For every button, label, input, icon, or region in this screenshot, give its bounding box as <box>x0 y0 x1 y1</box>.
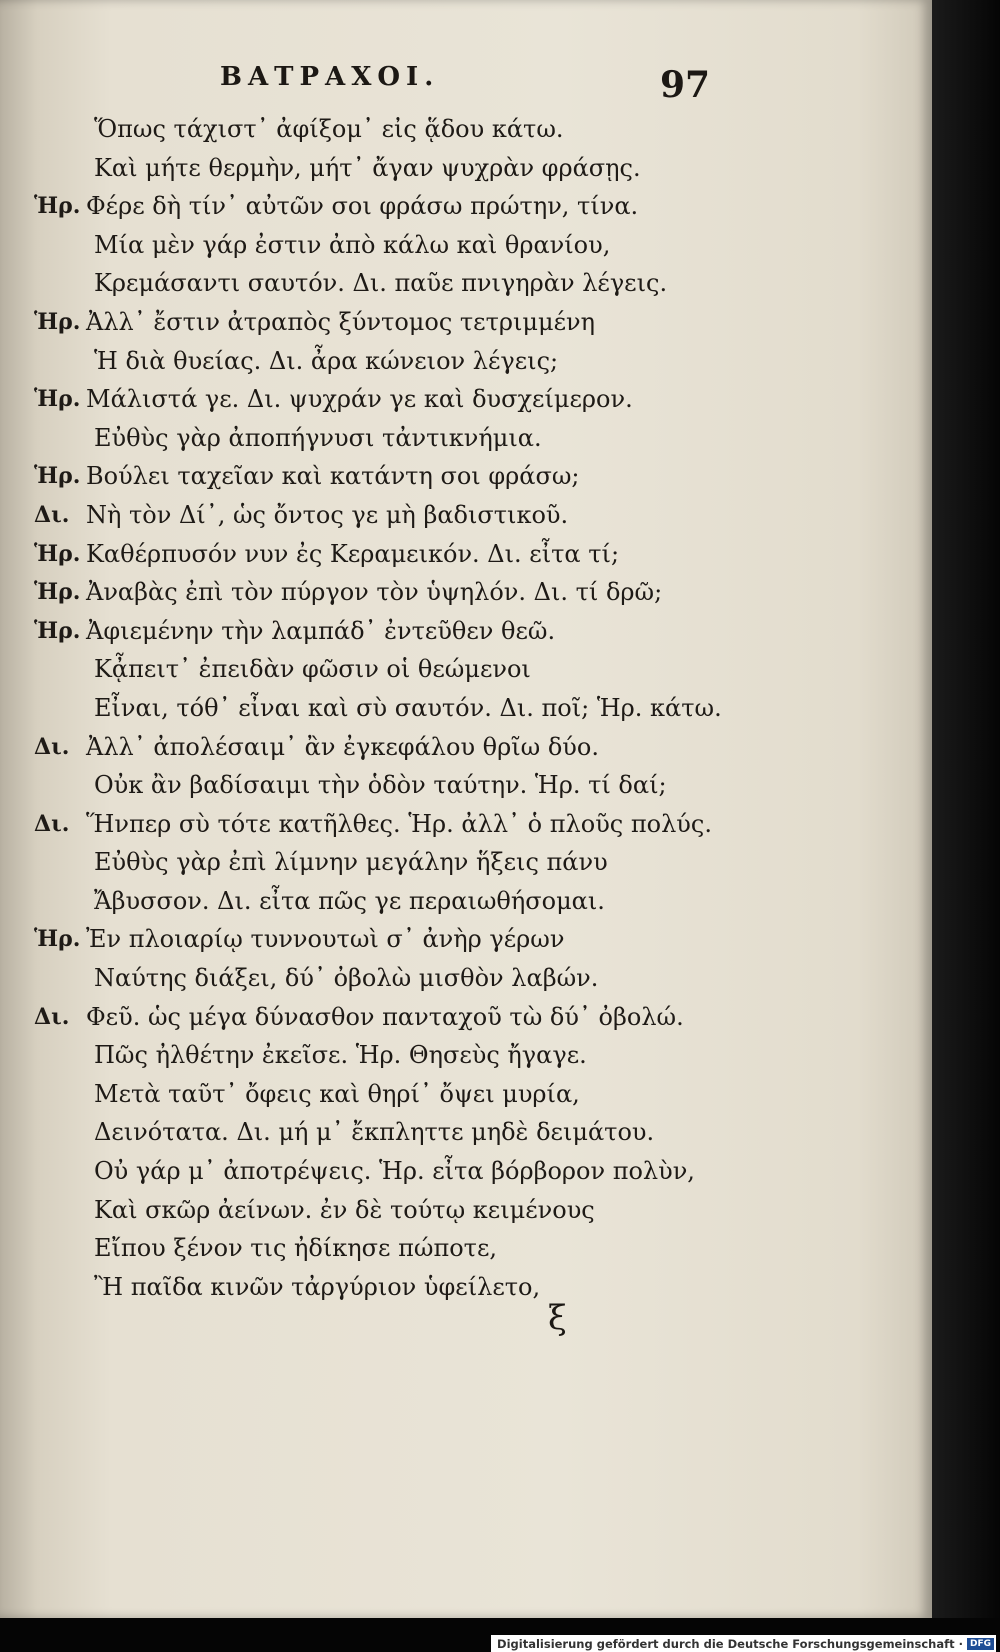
verse-line <box>0 1113 932 1152</box>
verse-line <box>0 573 932 612</box>
digitization-credit <box>491 1635 996 1652</box>
verse-text: Βούλει ταχεῖαν καὶ κατάντη σοι φράσω; <box>86 462 580 491</box>
speaker-label: Δι. <box>34 733 70 760</box>
catchword: ξ <box>548 1298 567 1338</box>
verse-line <box>0 1191 932 1230</box>
credit-text: Digitalisierung gefördert durch die Deutsche Forschungsgemeinschaft · <box>497 1636 963 1651</box>
verse-line <box>0 457 932 496</box>
dfg-logo-icon: DFG <box>967 1638 994 1650</box>
verse-text: Ἀναβὰς ἐπὶ τὸν πύργον τὸν ὑψηλόν. Δι. τί δρῶ; <box>86 578 663 607</box>
page-number: 97 <box>660 64 711 106</box>
verse-line <box>0 264 932 303</box>
verse-text: Εἶναι, τόθ᾽ εἶναι καὶ σὺ σαυτόν. Δι. ποῖ; Ἡρ. κάτω. <box>94 693 722 722</box>
verse-line <box>0 998 932 1037</box>
verse-text: Καὶ μήτε θερμὴν, μήτ᾽ ἄγαν ψυχρὰν φράσῃς. <box>94 153 641 182</box>
speaker-label: Ἡρ. <box>34 926 81 953</box>
verse-line <box>0 1268 932 1307</box>
verse-text: Κᾆπειτ᾽ ἐπειδὰν φῶσιν οἱ θεώμενοι <box>94 655 531 684</box>
verse-line <box>0 766 932 805</box>
verse-line <box>0 187 932 226</box>
verse-line <box>0 612 932 651</box>
verse-line <box>0 920 932 959</box>
verse-text: Δεινότατα. Δι. μή μ᾽ ἔκπληττε μηδὲ δειμάτου. <box>94 1118 655 1147</box>
verse-line <box>0 380 932 419</box>
verse-text: Φεῦ. ὡς μέγα δύνασθον πανταχοῦ τὼ δύ᾽ ὀβολώ. <box>86 1002 684 1031</box>
verse-line <box>0 1036 932 1075</box>
verse-text: Ἡ διὰ θυείας. Δι. ἆρα κώνειον λέγεις; <box>94 346 559 375</box>
verse-text: Ἀλλ᾽ ἀπολέσαιμ᾽ ἂν ἐγκεφάλου θρῖω δύο. <box>86 732 599 761</box>
verse-text: Καθέρπυσόν νυν ἐς Κεραμεικόν. Δι. εἶτα τί; <box>86 539 620 568</box>
verse-text: Νὴ τὸν Δί᾽, ὡς ὄντος γε μὴ βαδιστικοῦ. <box>86 500 569 529</box>
verse-text: Οὐκ ἂν βαδίσαιμι τὴν ὁδὸν ταύτην. Ἡρ. τί δαί; <box>94 771 667 800</box>
verse-text: Ἀλλ᾽ ἔστιν ἀτραπὸς ξύντομος τετριμμένη <box>86 307 595 336</box>
speaker-label: Ἡρ. <box>34 540 81 567</box>
verse-line <box>0 1229 932 1268</box>
speaker-label: Δι. <box>34 1003 70 1030</box>
verse-text-block <box>0 110 932 1306</box>
scan-edge-dark <box>932 0 1000 1618</box>
verse-text: Ἐν πλοιαρίῳ τυννουτωὶ σ᾽ ἀνὴρ γέρων <box>86 925 565 954</box>
verse-text: Μετὰ ταῦτ᾽ ὄφεις καὶ θηρί᾽ ὄψει μυρία, <box>94 1079 580 1108</box>
verse-line <box>0 226 932 265</box>
verse-text: Ἄβυσσον. Δι. εἶτα πῶς γε περαιωθήσομαι. <box>94 886 605 915</box>
verse-line <box>0 496 932 535</box>
verse-line <box>0 728 932 767</box>
verse-text: Κρεμάσαντι σαυτόν. Δι. παῦε πνιγηρὰν λέγεις. <box>94 269 668 298</box>
verse-line <box>0 650 932 689</box>
verse-line <box>0 303 932 342</box>
verse-text: Φέρε δὴ τίν᾽ αὐτῶν σοι φράσω πρώτην, τίνα. <box>86 192 639 221</box>
speaker-label: Ἡρ. <box>34 579 81 606</box>
verse-text: Οὐ γάρ μ᾽ ἀποτρέψεις. Ἡρ. εἶτα βόρβορον πολὺν, <box>94 1157 695 1186</box>
verse-line <box>0 805 932 844</box>
verse-line <box>0 689 932 728</box>
verse-text: Καὶ σκῶρ ἀείνων. ἐν δὲ τούτῳ κειμένους <box>94 1195 595 1224</box>
verse-text: Ναύτης διάξει, δύ᾽ ὀβολὼ μισθὸν λαβών. <box>94 964 599 993</box>
speaker-label: Ἡρ. <box>34 193 81 220</box>
verse-text: Μάλιστά γε. Δι. ψυχράν γε καὶ δυσχείμερον. <box>86 385 633 414</box>
verse-text: Εὐθὺς γὰρ ἀποπήγνυσι τἀντικνήμια. <box>94 423 542 452</box>
verse-text: Ἀφιεμένην τὴν λαμπάδ᾽ ἐντεῦθεν θεῶ. <box>86 616 556 645</box>
speaker-label: Ἡρ. <box>34 386 81 413</box>
verse-line <box>0 1075 932 1114</box>
speaker-label: Δι. <box>34 501 70 528</box>
verse-text: Εὐθὺς γὰρ ἐπὶ λίμνην μεγάλην ἥξεις πάνυ <box>94 848 608 877</box>
verse-text: Ἥνπερ σὺ τότε κατῆλθες. Ἡρ. ἀλλ᾽ ὁ πλοῦς πολύς. <box>86 809 712 838</box>
speaker-label: Δι. <box>34 810 70 837</box>
speaker-label: Ἡρ. <box>34 463 81 490</box>
verse-line <box>0 1152 932 1191</box>
verse-line <box>0 110 932 149</box>
verse-text: Ὅπως τάχιστ᾽ ἀφίξομ᾽ εἰς ᾅδου κάτω. <box>94 115 564 143</box>
verse-line <box>0 843 932 882</box>
speaker-label: Ἡρ. <box>34 308 81 335</box>
speaker-label: Ἡρ. <box>34 617 81 644</box>
verse-text: Πῶς ἠλθέτην ἐκεῖσε. Ἡρ. Θησεὺς ἤγαγε. <box>94 1041 587 1070</box>
verse-line <box>0 419 932 458</box>
verse-line <box>0 535 932 574</box>
verse-text: Μία μὲν γάρ ἐστιν ἀπὸ κάλω καὶ θρανίου, <box>94 230 611 259</box>
verse-line <box>0 342 932 381</box>
verse-line <box>0 882 932 921</box>
verse-text: Ἢ παῖδα κινῶν τἀργύριον ὑφείλετο, <box>94 1272 541 1301</box>
verse-line <box>0 959 932 998</box>
verse-text: Εἴπου ξένον τις ἠδίκησε πώποτε, <box>94 1234 498 1263</box>
verse-line <box>0 149 932 188</box>
running-title: ΒΑΤΡΑΧΟΙ. <box>220 62 440 92</box>
